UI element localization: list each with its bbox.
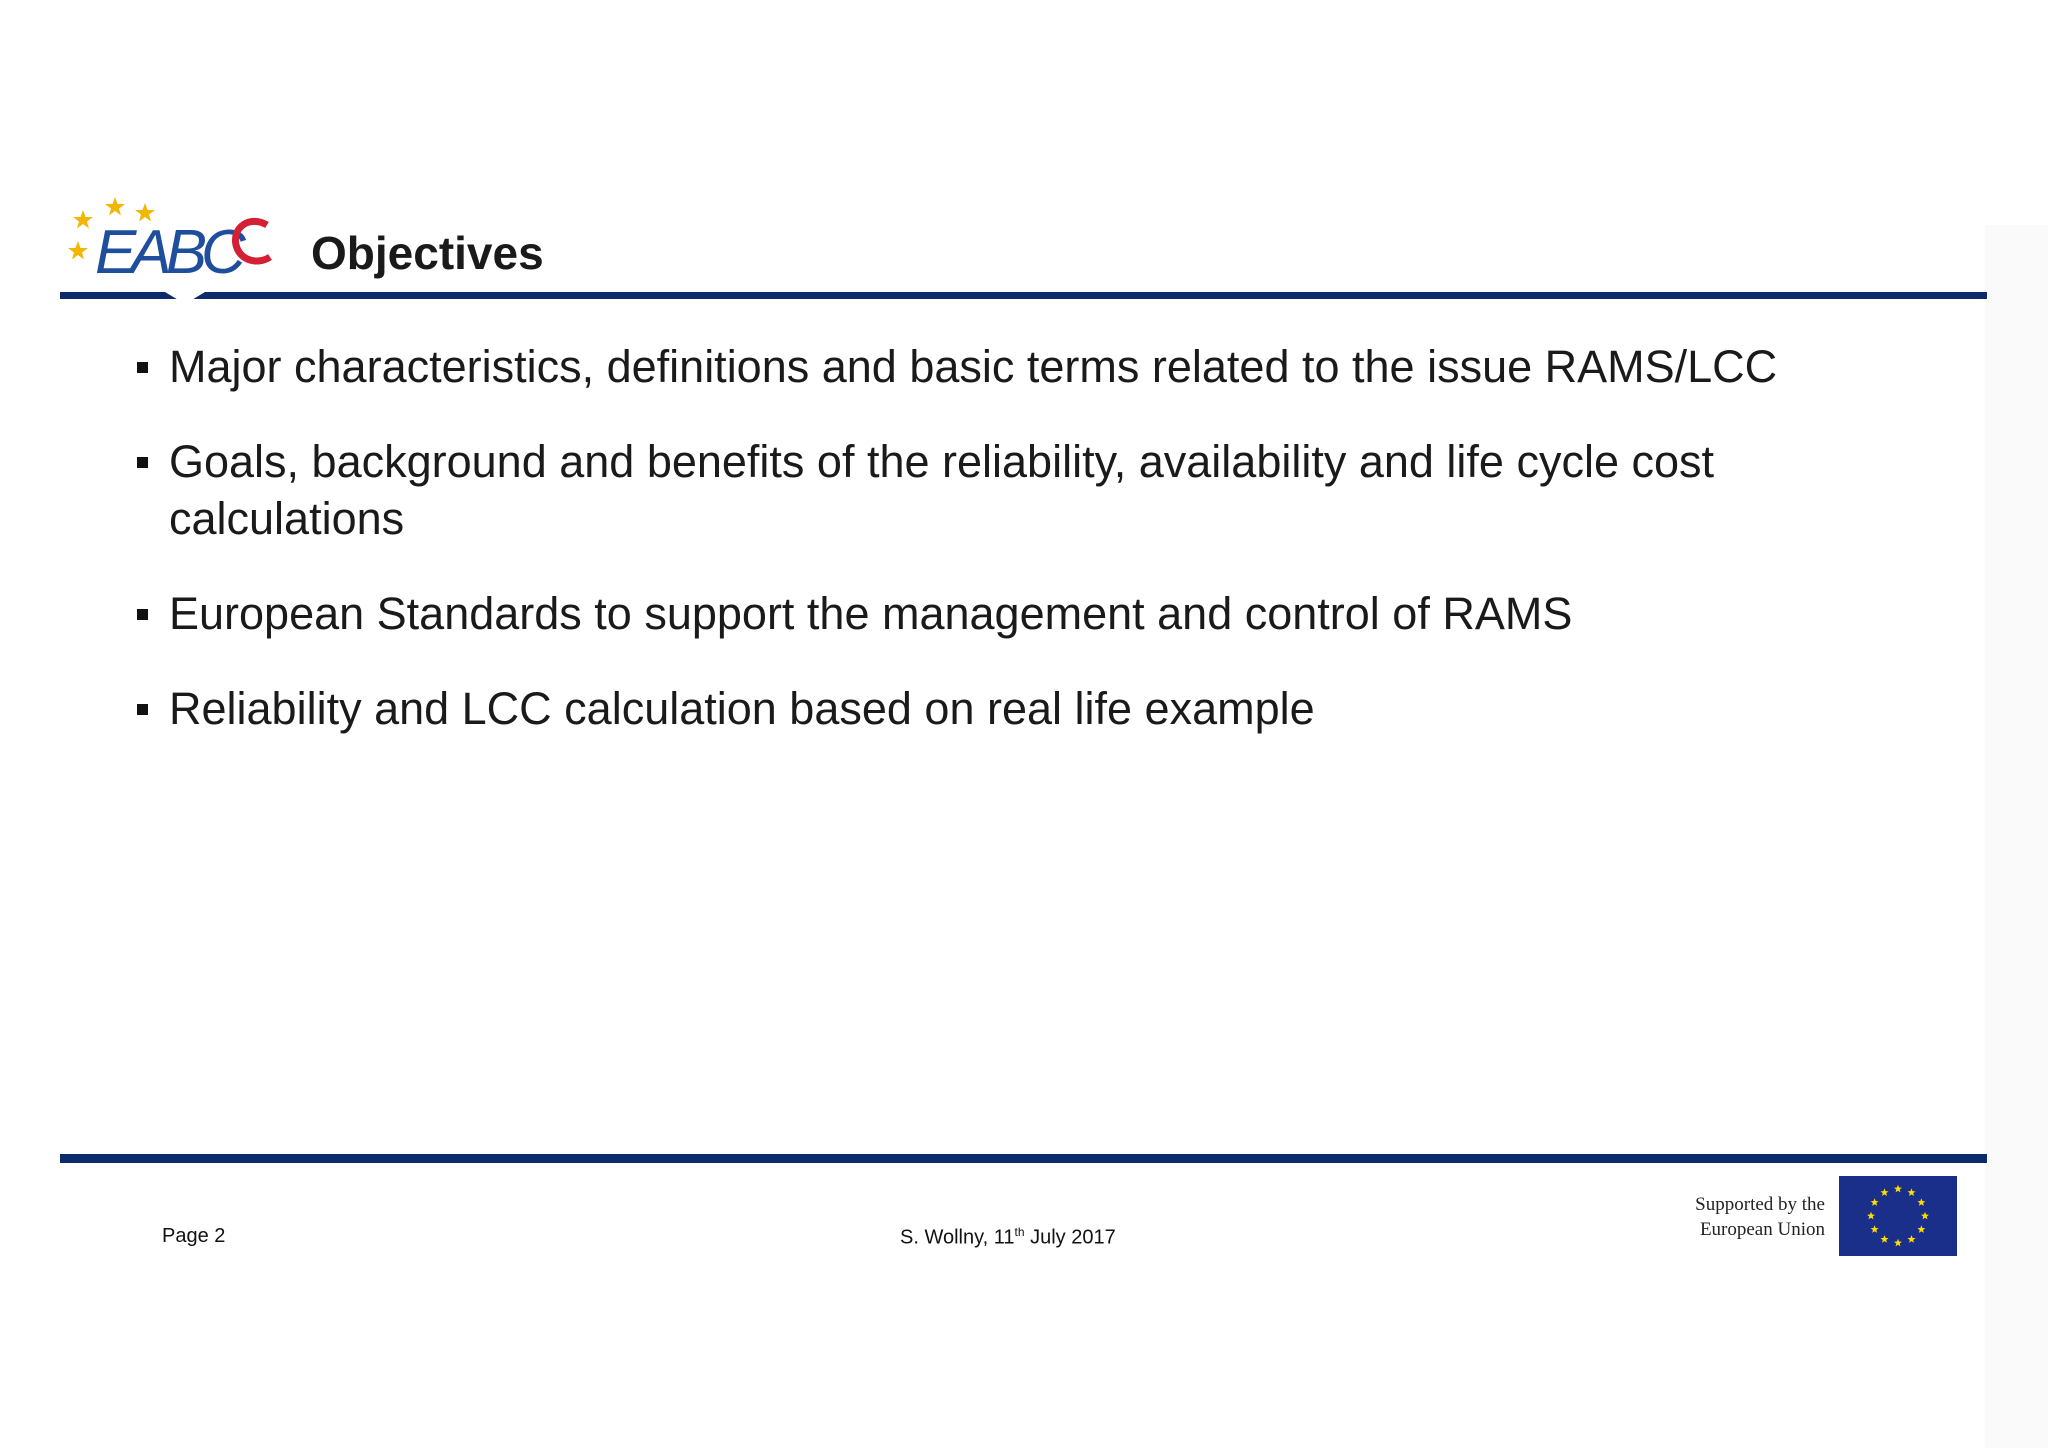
logo-star-icon (68, 241, 88, 260)
author-date (900, 1225, 1116, 1250)
eu-support-line-2: European Union (1699, 1219, 1825, 1240)
footer-rule (60, 1154, 1987, 1163)
page-title: Objectives (311, 227, 544, 279)
bullet-text: Goals, background and benefits of the reliability, availability and life cycle cost calculations (169, 436, 1715, 544)
logo-star-icon (105, 197, 125, 216)
bullet-text: European Standards to support the management and control of RAMS (169, 588, 1573, 639)
bullet-text: Reliability and LCC calculation based on real life example (169, 683, 1315, 734)
bullet-item (135, 433, 1955, 547)
author-date-sup: th (1014, 1225, 1025, 1239)
page-number: Page 2 (162, 1225, 226, 1247)
bullet-square-icon (137, 457, 148, 468)
header-rule-notch (165, 292, 205, 304)
eabc-logo (60, 185, 280, 295)
bullet-item (135, 585, 1955, 642)
author-date-prefix: S. Wollny, 11 (900, 1226, 1015, 1249)
right-shade (1985, 225, 2048, 1448)
eu-flag-icon (1839, 1176, 1957, 1256)
logo-wordmark: EABC (95, 218, 240, 287)
bullet-item (135, 680, 1955, 737)
bullet-list (135, 338, 1955, 775)
logo-red-arc (235, 221, 270, 261)
eu-support-line-1: Supported by the (1695, 1194, 1825, 1215)
author-date-suffix: July 2017 (1024, 1226, 1116, 1249)
eu-support-text (1660, 1192, 1825, 1242)
header-rule (60, 292, 1987, 299)
bullet-text: Major characteristics, definitions and basic terms related to the issue RAMS/LCC (169, 341, 1778, 392)
bullet-square-icon (137, 609, 148, 620)
eabc-logo-graphic (60, 185, 280, 295)
bullet-item (135, 338, 1955, 395)
bullet-square-icon (137, 362, 148, 373)
logo-star-icon (73, 210, 93, 229)
eu-flag-graphic (1839, 1176, 1957, 1256)
bullet-square-icon (137, 704, 148, 715)
